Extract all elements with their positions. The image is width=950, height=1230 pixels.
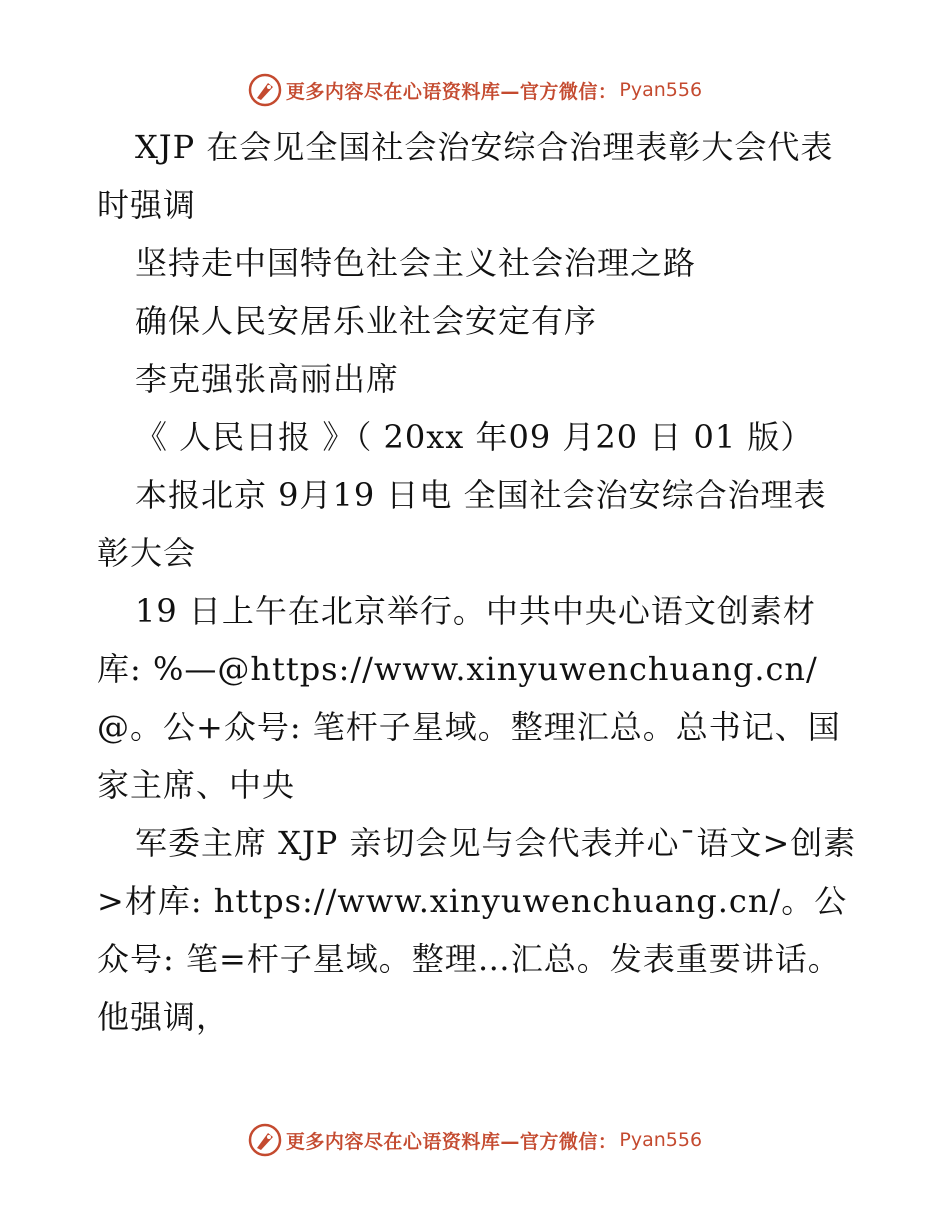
subtitle-line-1: 坚持走中国特色社会主义社会治理之路 [135, 244, 697, 282]
document-body [97, 118, 857, 1046]
footer-watermark [0, 1118, 950, 1162]
body-paragraph-1: 本报北京 9月19 日电 全国社会治安综合治理表彰大会 [97, 476, 827, 572]
source-line: 《 人民日报 》（ 20xx 年09 月20 日 01 版） [135, 418, 814, 456]
watermark-text: 更多内容尽在心语资料库—官方微信： [285, 1130, 618, 1153]
watermark-text: 更多内容尽在心语资料库—官方微信： [285, 80, 618, 103]
watermark-contact: Pyan556 [619, 79, 703, 101]
subtitle-line-2: 确保人民安居乐业社会安定有序 [135, 302, 598, 340]
pen-nib-logo-icon [248, 73, 282, 107]
title-line: XJP 在会见全国社会治安综合治理表彰大会代表时强调 [97, 128, 834, 224]
body-paragraph-2: 19 日上午在北京举行。中共中央心语文创素材库: %—@https://www.xinyuwenchuang.cn/@。公+众号: 笔杆子星域。整理汇总。总书记、国家主席、中央 [97, 592, 841, 804]
attendance-line: 李克强张高丽出席 [135, 360, 400, 398]
watermark-contact: Pyan556 [619, 1129, 703, 1151]
header-watermark [0, 68, 950, 112]
body-paragraph-3: 军委主席 XJP 亲切会见与会代表并心¯语文>创素>材库: https://www.xinyuwenchuang.cn/。公众号: 笔=杆子星域。整理…汇总。发表重要讲话。他强调， [97, 824, 857, 1036]
pen-nib-logo-icon [248, 1123, 282, 1157]
